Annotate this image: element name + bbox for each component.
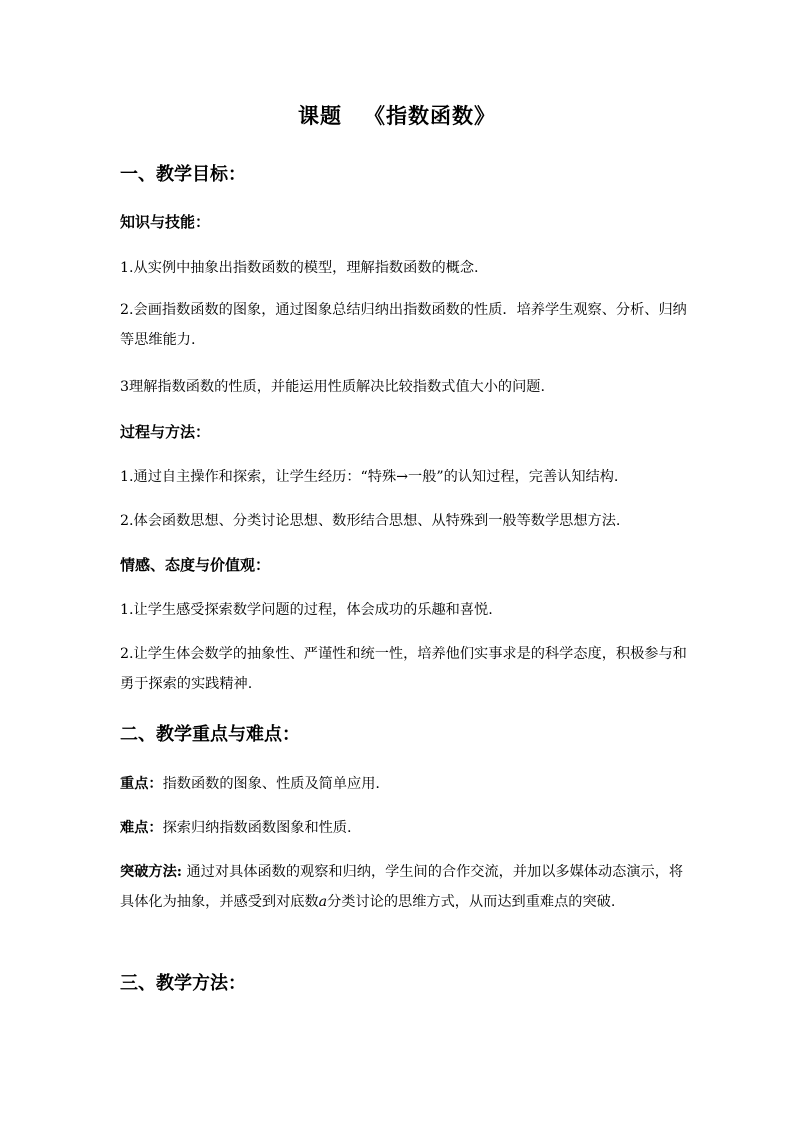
title-lesson-name: 《指数函数》 bbox=[364, 103, 496, 128]
breakthrough-text-a: 通过对具体函数的观察和归纳，学生间的合作交流，并加以多媒体动态演示，将具体化为抽象，并感受到对底数 bbox=[120, 864, 684, 910]
key-point-label: 重点： bbox=[120, 776, 163, 792]
breakthrough-text-b: 分类讨论的思维方式，从而达到重难点的突破. bbox=[327, 894, 616, 910]
emotion-item-2: 2.让学生体会数学的抽象性、严谨性和统一性，培养他们实事求是的科学态度，积极参与和勇于探索的实践精神. bbox=[120, 646, 687, 692]
title-course-label: 课题 bbox=[298, 103, 342, 128]
base-variable: a bbox=[318, 894, 328, 910]
difficulty-text: 探索归纳指数函数图象和性质. bbox=[162, 820, 352, 836]
difficulty-paragraph bbox=[120, 813, 695, 843]
knowledge-item-3: 3理解指数函数的性质，并能运用性质解决比较指数式值大小的问题. bbox=[120, 379, 545, 395]
emotion-item-1: 1.让学生感受探索数学问题的过程，体会成功的乐趣和喜悦. bbox=[120, 602, 493, 618]
key-point-paragraph bbox=[120, 769, 695, 799]
breakthrough-label: 突破方法: bbox=[120, 864, 182, 880]
knowledge-item-2: 2.会画指数函数的图象，通过图象总结归纳出指数函数的性质．培养学生观察、分析、归纳等思维能力. bbox=[120, 302, 687, 348]
process-item-1: 1.通过自主操作和探索，让学生经历：“特殊→一般”的认知过程，完善认知结构. bbox=[120, 469, 619, 485]
section-1-heading: 一、教学目标： bbox=[120, 164, 246, 185]
knowledge-item-1: 1.从实例中抽象出指数函数的模型，理解指数函数的概念. bbox=[120, 260, 479, 276]
difficulty-label: 难点： bbox=[120, 820, 163, 836]
emotion-values-heading: 情感、态度与价值观： bbox=[120, 556, 271, 574]
process-item-2: 2.体会函数思想、分类讨论思想、数形结合思想、从特殊到一般等数学思想方法. bbox=[120, 513, 621, 529]
process-methods-heading: 过程与方法： bbox=[120, 423, 211, 441]
knowledge-skills-heading: 知识与技能： bbox=[120, 213, 211, 231]
section-3-heading: 三、教学方法： bbox=[120, 973, 246, 994]
key-point-text: 指数函数的图象、性质及简单应用. bbox=[162, 776, 380, 792]
document-title bbox=[0, 100, 794, 130]
section-2-heading: 二、教学重点与难点： bbox=[120, 724, 300, 745]
breakthrough-paragraph bbox=[120, 857, 695, 917]
